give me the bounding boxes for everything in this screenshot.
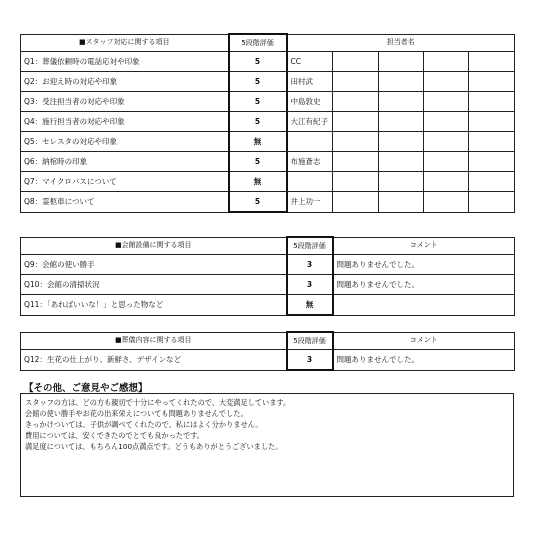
question-label: Q8：霊柩車について	[21, 192, 229, 213]
staff-name: 大江有紀子	[287, 112, 333, 132]
table-row	[21, 255, 515, 275]
hall-table	[20, 236, 515, 316]
staff-name-empty	[469, 192, 515, 213]
staff-name-empty	[333, 112, 379, 132]
opinion-title: 【その他、ご意見やご感想】	[24, 383, 148, 394]
staff-name-empty	[379, 92, 424, 112]
staff-name	[287, 132, 333, 152]
staff-name-empty	[379, 52, 424, 72]
staff-name-empty	[424, 92, 469, 112]
question-label: Q7：マイクロバスについて	[21, 172, 229, 192]
opinion-line: 会館の使い勝手やお花の出来栄えについても問題ありませんでした。	[25, 409, 248, 418]
staff-name-empty	[469, 92, 515, 112]
score-value: 無	[229, 132, 287, 152]
table-row	[21, 192, 515, 213]
table-row	[21, 92, 515, 112]
score-value: 5	[229, 112, 287, 132]
score-value: 3	[287, 255, 333, 275]
question-label: Q4：施行担当者の対応や印象	[21, 112, 229, 132]
opinion-line: 費用については、安くできたのでとても良かったです。	[25, 431, 204, 440]
table-row	[21, 275, 515, 295]
opinion-line: スタッフの方は、どの方も親切で十分にやってくれたので、大変満足しています。	[25, 398, 291, 407]
funeral-score-header: 5段階評価	[287, 332, 333, 350]
score-value: 3	[287, 275, 333, 295]
comment-cell: 問題ありませんでした。	[333, 350, 515, 371]
score-value: 5	[229, 192, 287, 213]
funeral-table	[20, 331, 515, 371]
question-label: Q2：お迎え時の対応や印象	[21, 72, 229, 92]
staff-name-empty	[333, 132, 379, 152]
staff-name-empty	[424, 152, 469, 172]
funeral-comment-header: コメント	[333, 332, 515, 350]
staff-name: 中島敦史	[287, 92, 333, 112]
staff-name-empty	[469, 132, 515, 152]
staff-name-empty	[379, 72, 424, 92]
hall-section-header: ■会館設備に関する項目	[21, 237, 287, 255]
table-row	[21, 295, 515, 316]
score-value: 無	[287, 295, 333, 316]
score-value: 5	[229, 72, 287, 92]
table-row	[21, 112, 515, 132]
question-label: Q11：「あればいいな！」と思った物など	[21, 295, 287, 316]
staff-name-empty	[379, 152, 424, 172]
table-row	[21, 72, 515, 92]
staff-table	[20, 33, 515, 213]
question-label: Q10：会館の清掃状況	[21, 275, 287, 295]
question-label: Q1：葬儀依頼時の電話応対や印象	[21, 52, 229, 72]
staff-name-empty	[333, 92, 379, 112]
opinion-box	[20, 393, 514, 497]
funeral-section-header: ■葬儀内容に関する項目	[21, 332, 287, 350]
staff-name: CC	[287, 52, 333, 72]
table-row	[21, 52, 515, 72]
staff-name-empty	[424, 112, 469, 132]
score-value: 5	[229, 152, 287, 172]
staff-name-empty	[333, 72, 379, 92]
hall-comment-header: コメント	[333, 237, 515, 255]
comment-cell: 問題ありませんでした。	[333, 275, 515, 295]
score-value: 5	[229, 92, 287, 112]
staff-name-empty	[469, 172, 515, 192]
staff-name-empty	[469, 52, 515, 72]
question-label: Q3：受注担当者の対応や印象	[21, 92, 229, 112]
staff-section-header: ■スタッフ対応に関する項目	[21, 34, 229, 52]
staff-name-empty	[333, 172, 379, 192]
staff-name	[287, 172, 333, 192]
score-value: 無	[229, 172, 287, 192]
question-label: Q5：セレスタの対応や印象	[21, 132, 229, 152]
staff-name-empty	[469, 152, 515, 172]
staff-name-empty	[379, 112, 424, 132]
comment-cell: 問題ありませんでした。	[333, 255, 515, 275]
staff-name-empty	[333, 52, 379, 72]
staff-name: 布施蒼志	[287, 152, 333, 172]
question-label: Q9：会館の使い勝手	[21, 255, 287, 275]
table-row	[21, 172, 515, 192]
table-row	[21, 350, 515, 371]
table-row	[21, 132, 515, 152]
staff-name: 田村武	[287, 72, 333, 92]
staff-name-empty	[379, 192, 424, 213]
staff-name-empty	[379, 172, 424, 192]
staff-name-empty	[469, 72, 515, 92]
staff-name: 井上功一	[287, 192, 333, 213]
staff-name-empty	[424, 72, 469, 92]
staff-name-empty	[379, 132, 424, 152]
staff-name-empty	[424, 192, 469, 213]
staff-name-empty	[333, 192, 379, 213]
staff-name-empty	[424, 52, 469, 72]
staff-name-empty	[424, 132, 469, 152]
staff-name-header: 担当者名	[287, 34, 515, 52]
comment-cell	[333, 295, 515, 316]
opinion-line: きっかけついては、子供が調べてくれたので、私にはよく分かりません。	[25, 420, 263, 429]
staff-score-header: 5段階評価	[229, 34, 287, 52]
question-label: Q12：生花の仕上がり、新鮮さ、デザインなど	[21, 350, 287, 371]
score-value: 3	[287, 350, 333, 371]
hall-score-header: 5段階評価	[287, 237, 333, 255]
staff-name-empty	[333, 152, 379, 172]
question-label: Q6：納棺時の印象	[21, 152, 229, 172]
score-value: 5	[229, 52, 287, 72]
table-row	[21, 152, 515, 172]
staff-name-empty	[424, 172, 469, 192]
staff-name-empty	[469, 112, 515, 132]
opinion-line: 満足度については、もちろん100点満点です。どうもありがとうございました。	[25, 442, 283, 451]
